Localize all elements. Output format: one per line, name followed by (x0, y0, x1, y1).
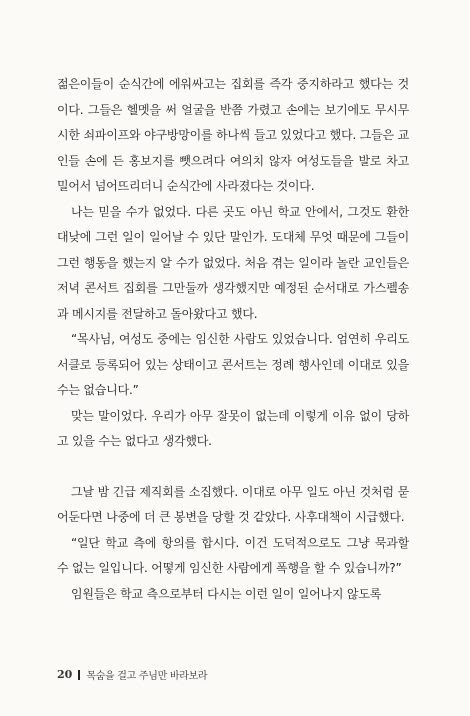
page-footer (57, 667, 207, 682)
paragraph-4: 맞는 말이었다. 우리가 아무 잘못이 없는데 이렇게 이유 없이 당하고 있을 수는 없다고 생각했다. (57, 408, 409, 448)
page-body (57, 72, 409, 607)
paragraph-5: 그날 밤 긴급 제직회를 소집했다. 이대로 아무 일도 아닌 것처럼 묻어둔다면 나중에 더 큰 봉변을 당할 것 같았다. 사후대책이 시급했다. (57, 484, 409, 524)
paragraph-7: 임원들은 학교 측으로부터 다시는 이런 일이 일어나지 않도록 (71, 586, 382, 601)
section-break (57, 455, 409, 480)
running-title: 목숨을 걸고 주님만 바라보라 (86, 671, 208, 682)
paragraph-6: “일단 학교 측에 항의를 합시다. 이건 도덕적으로도 그냥 묵과할 수 없는 일입니다. 어떻게 임신한 사람에게 폭행을 할 수 있습니까?” (57, 535, 409, 575)
page-number: 20 (57, 668, 73, 681)
paragraph-2: 나는 믿을 수가 없었다. 다른 곳도 아닌 학교 안에서, 그것도 환한 대낮에 그런 일이 일어날 수 있단 말인가. 도대체 무엇 때문에 그들이 그런 행동을 했는지 알 수가 없었다. 처음 겪는 일이라 놀란 교인들은 저녁 콘서트 집회를 그만둘까 생각했지만 예정된 순서대로 가스펠송과 메시지를 전달하고 돌아왔다고 했다. (57, 204, 409, 321)
footer-divider (78, 670, 80, 680)
paragraph-1: 젊은이들이 순식간에 에워싸고는 집회를 즉각 중지하라고 했다는 것이다. 그들은 헬멧을 써 얼굴을 반쯤 가렸고 손에는 보기에도 무시무시한 쇠파이프와 야구방망이를 하나씩 들고 있었다고 했다. 그들은 교인들 손에 든 홍보지를 뺏으려다 여의치 않자 여성도들을 발로 차고 밀어서 넘어뜨리더니 순식간에 사라졌다는 것이다. (57, 77, 409, 193)
paragraph-3: “목사님, 여성도 중에는 임신한 사람도 있었습니다. 엄연히 우리도 서클로 등록되어 있는 상태이고 콘서트는 정례 행사인데 이대로 있을 수는 없습니다.” (57, 332, 409, 397)
